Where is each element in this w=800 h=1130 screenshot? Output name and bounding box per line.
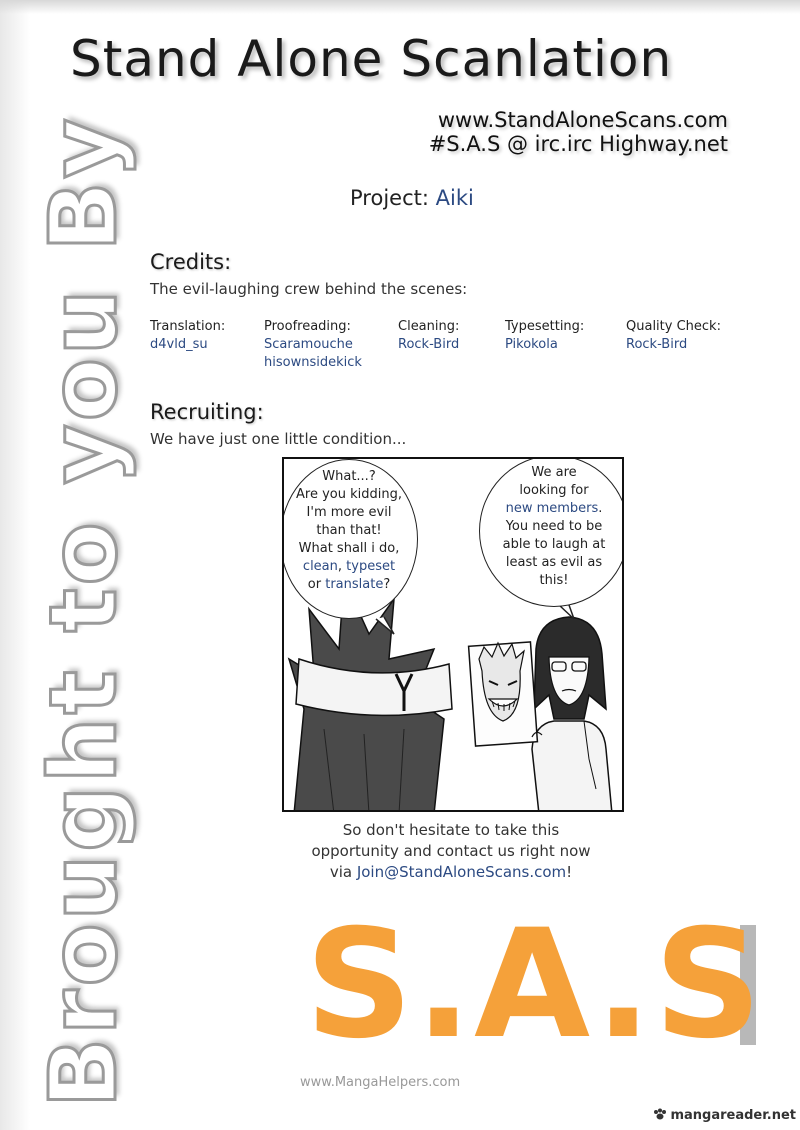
credit-role: Translation: <box>150 319 226 334</box>
credit-name: hisownsidekick <box>264 355 362 370</box>
bubble-line: What...? <box>322 469 376 484</box>
mangahelpers-url[interactable]: www.MangaHelpers.com <box>300 1075 461 1090</box>
bubble-line: this! <box>539 573 569 588</box>
credit-role: Cleaning: <box>398 319 460 334</box>
mangareader-watermark <box>653 1108 796 1123</box>
credit-cleaning <box>398 318 459 354</box>
left-edge-shadow <box>0 0 30 1130</box>
closing-line: opportunity and contact us right now <box>311 842 591 860</box>
bubble-line: You need to be <box>505 519 603 534</box>
bubble-line <box>480 500 624 518</box>
group-title: Stand Alone Scanlation <box>70 30 673 88</box>
credit-name: Rock-Bird <box>626 337 688 352</box>
bubble-line: able to laugh at <box>502 537 606 552</box>
bubble-line: looking for <box>519 483 589 498</box>
credit-typesetting <box>505 318 584 354</box>
closing-message <box>276 820 626 883</box>
bubble-text: . <box>598 501 603 516</box>
group-website[interactable]: www.StandAloneScans.com <box>437 108 728 132</box>
credits-subtitle: The evil-laughing crew behind the scenes: <box>150 280 468 298</box>
closing-line <box>276 862 626 883</box>
bubble-line: least as evil as <box>505 555 603 570</box>
bubble-line: We are <box>531 465 577 480</box>
sas-logo: S.A.S <box>305 898 764 1072</box>
bubble-text: or <box>307 577 326 592</box>
credit-name: Rock-Bird <box>398 337 460 352</box>
credit-name: Pikokola <box>505 337 558 352</box>
credit-name: Scaramouche <box>264 337 353 352</box>
highlight-clean: clean <box>302 559 338 574</box>
bubble-line: than that! <box>316 523 382 538</box>
closing-line: So don't hesitate to take this <box>342 821 560 839</box>
contact-email-link[interactable]: Join@StandAloneScans.com <box>356 863 567 881</box>
bubble-text: ? <box>383 577 391 592</box>
brought-to-you-by-banner: Brought to you By <box>30 115 137 1108</box>
credit-translation <box>150 318 225 354</box>
speech-bubble-right <box>479 457 624 607</box>
closing-text: ! <box>566 863 573 881</box>
project-label: Project: <box>350 186 429 210</box>
bubble-line <box>282 576 417 594</box>
highlight-typeset: typeset <box>346 559 396 574</box>
irc-channel: #S.A.S @ irc.irc Highway.net <box>428 132 728 156</box>
manga-panel <box>282 457 624 812</box>
credit-role: Typesetting: <box>505 319 585 334</box>
bubble-separator: , <box>337 559 347 574</box>
credits-heading: Credits: <box>150 250 232 274</box>
recruiting-heading: Recruiting: <box>150 400 264 424</box>
credit-role: Proofreading: <box>264 319 351 334</box>
project-name: Aiki <box>435 186 474 210</box>
closing-text: via <box>329 863 357 881</box>
bubble-line: What shall i do, <box>298 541 400 556</box>
credit-proofreading <box>264 318 362 372</box>
highlight-new-members: new members <box>505 501 599 516</box>
bubble-line: Are you kidding, <box>296 487 402 502</box>
paw-icon <box>653 1108 667 1120</box>
top-edge-shadow <box>0 0 800 14</box>
credit-role: Quality Check: <box>626 319 721 334</box>
credit-quality-check <box>626 318 721 354</box>
highlight-translate: translate <box>325 577 384 592</box>
speech-bubble-left <box>282 459 418 619</box>
recruiting-subtitle: We have just one little condition... <box>150 430 407 448</box>
watermark-text: mangareader.net <box>670 1108 796 1123</box>
credit-name: d4vld_su <box>150 337 208 352</box>
project-line <box>350 186 474 210</box>
bubble-line: I'm more evil <box>306 505 392 520</box>
bubble-line <box>282 558 417 576</box>
